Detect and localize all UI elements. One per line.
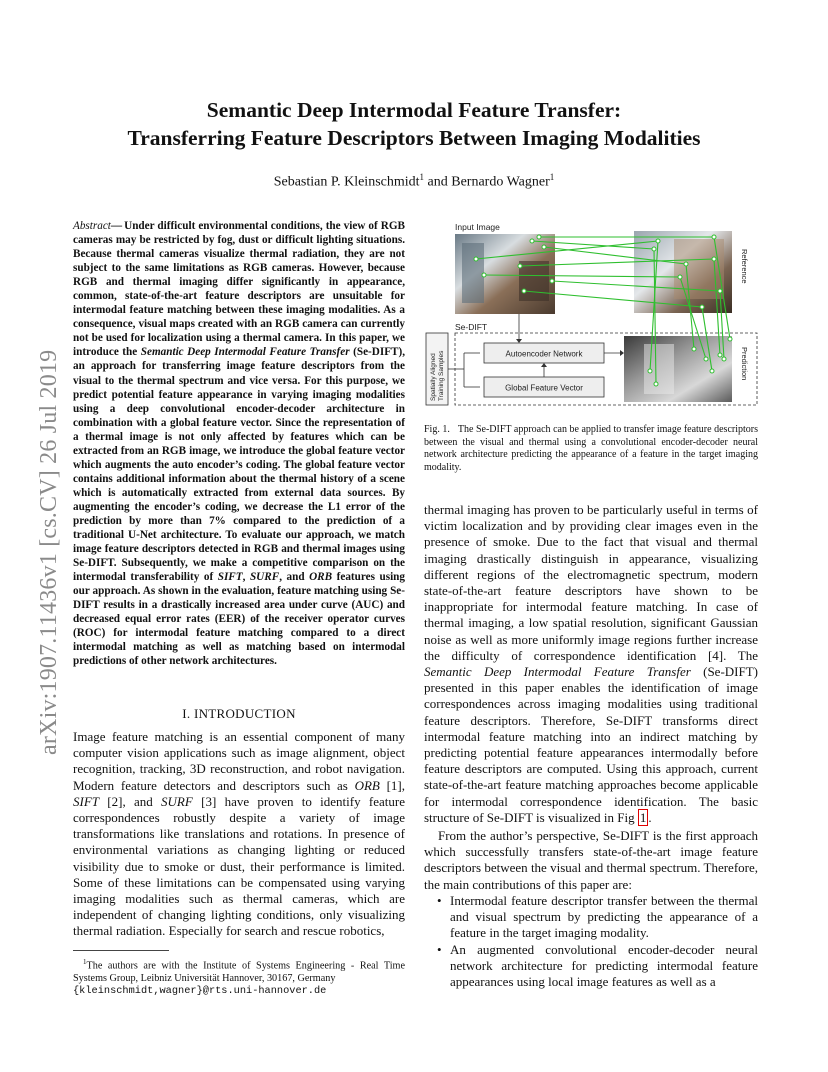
footnote-rule (73, 950, 169, 951)
global-vector-label: Global Feature Vector (505, 383, 583, 393)
input-image-detail (462, 243, 484, 303)
author-1-affiliation: 1 (419, 172, 425, 182)
keypoint (537, 235, 541, 239)
keypoint (728, 337, 732, 341)
sedift-label: Se-DIFT (455, 322, 488, 332)
right-p1-text-1: thermal imaging has proven to be particularly useful in terms of victim localization and by providing clear images even in the presence of smoke. Due to the fact that visual and thermal imaging drastically distinguish in appearance, visualizing different regions of the electromagnetic spectrum, modern state-of-the-art feature descriptors have shown to be inappropriate for intermodal feature matching. In case of thermal imaging, a low spatial resolution, significant Gaussian noise as well as more uniformly image regions further increase the difficulty of correspondence identification [4]. The (424, 502, 758, 663)
author-1: Sebastian P. Kleinschmidt (273, 174, 420, 190)
figure-reference-link[interactable]: 1 (639, 809, 647, 825)
intro-sift: SIFT (73, 793, 99, 809)
footnote-text: The authors are with the Institute of Systems Engineering - Real Time Systems Group, Leibniz Universität Hannover, 30167, Germany (73, 960, 405, 984)
author-separator: and (424, 174, 452, 190)
abstract-text-1: Under difficult environmental conditions, the view of RGB cameras may be restricted by fog, dust or difficult lighting situations. Because thermal cameras visualize thermal radiation, they are not subject to the same limitations as RGB cameras. However, because RGB and thermal imaging differ significantly in appearance, common, state-of-the-art feature descriptors are unsuitable for intermodal feature matching between these imaging modalities. As a consequence, visual maps created with an RGB camera can currently not be used for localization using a thermal camera. In this paper, we introduce the (73, 220, 405, 359)
intro-text-4: [3] have proven to identify feature correspondences robustly despite a variety of image transformations like translations and rotations. In presence of environmental variations as changing lighting or reduced visibility due to smoke or dust, their performance is limited. Some of these limitations can be compensated using varying imaging modalities such as thermal cameras, which are independent of changing lighting conditions, only visualizing thermal radiation. Especially for search and rescue robotics, (73, 793, 405, 939)
abstract-sep-1: , (242, 571, 250, 584)
author-2-affiliation: 1 (549, 172, 555, 182)
figure-1 (424, 219, 758, 409)
abstract-text-2: (Se-DIFT), an approach for transferring image feature descriptors from the visual to the thermal spectrum and vice versa. For this purpose, we predict potential feature appearance in varying imaging modalities using a deep convolutional encoder-decoder architecture in combination with a global feature vector. Since the representation of a thermal image is not only affected by features which can be extracted from an RGB image, we introduce the global feature vector which augments the auto encoder’s coding. The global feature vector contains additional information about the thermal history of a scene which is automatically extracted from external data sources. By augmenting the encoder’s coding, we decrease the L1 error of the prediction by more than 7% compared to the prediction of a traditional U-Net architecture. To evaluate our approach, we match image feature descriptors detected in RGB and thermal images using Se-DIFT. Subsequently, we make a competitive comparison on the intermodal transferability of (73, 346, 406, 584)
reference-label: Reference (740, 249, 749, 284)
intro-orb: ORB (354, 777, 380, 793)
keypoint (712, 257, 716, 261)
intro-paragraph (73, 729, 405, 940)
keypoint (692, 347, 696, 351)
keypoint (522, 289, 526, 293)
autoencoder-label: Autoencoder Network (505, 349, 583, 359)
right-paragraph-1 (424, 502, 758, 826)
list-item (424, 893, 758, 942)
keypoint (678, 275, 682, 279)
arrowhead (516, 339, 522, 343)
keypoint (550, 279, 554, 283)
figure-1-diagram (424, 219, 758, 409)
figure-1-caption (424, 424, 758, 474)
keypoint (542, 245, 546, 249)
keypoint (530, 239, 534, 243)
arrowhead (541, 363, 547, 367)
paper-title (80, 96, 748, 152)
abstract-text-3: features using our approach. As shown in the evaluation, feature matching using Se-DIFT results in a drastically increased area under curve (AUC) and decreased equal error rates (EER) of the receiver operator curves (ROC) for intermodal feature matching compared to a direct intermodal matching as well as matching based on intermodal predictions of other network architectures. (73, 571, 405, 668)
abstract-method-name: Semantic Deep Intermodal Feature Transfer (140, 346, 350, 359)
contributions-list (424, 893, 758, 990)
footnote (73, 956, 405, 998)
keypoint (710, 369, 714, 373)
abstract-surf: SURF (249, 571, 280, 584)
author-2: Bernardo Wagner (451, 174, 550, 190)
caption-label: Fig. 1. (424, 424, 450, 435)
keypoint (654, 382, 658, 386)
right-p1-text-2: (Se-DIFT) presented in this paper enables the identification of image correspondences across imaging modalities using traditional feature descriptors. Therefore, Se-DIFT transforms direct intermodal feature matching into an indirect matching by predicting potential feature appearances intermodally before feature descriptors are computed. Using this approach, current state-of-the-art feature matching approaches become applicable for intermodal correspondence identification. The basic structure of Se-DIFT is visualized in Fig (424, 664, 758, 825)
keypoint (474, 257, 478, 261)
arrowhead (620, 350, 624, 356)
abstract-sift: SIFT (217, 571, 243, 584)
intro-text-3: [2], and (99, 793, 162, 809)
keypoint (722, 357, 726, 361)
intro-text-2: [1], (379, 777, 405, 793)
right-p1-text-3: . (648, 809, 652, 825)
contribution-1: Intermodal feature descriptor transfer between the thermal and visual spectrum by predicting the appearance of a feature in the target imaging modality. (450, 893, 758, 941)
bullet-icon: • (437, 893, 442, 908)
keypoint (656, 239, 660, 243)
figure-input-label: Input Image (455, 222, 500, 232)
abstract-label: Abstract — (73, 220, 124, 232)
intro-surf: SURF (161, 793, 193, 809)
contribution-2: An augmented convolutional encoder-decoder neural network architecture for predicting intermodal feature appearances using local image features as well as a (450, 941, 758, 990)
keypoint (482, 273, 486, 277)
list-item (424, 942, 758, 991)
keypoint (518, 264, 522, 268)
section-heading-introduction: I. INTRODUCTION (182, 706, 296, 721)
author-list (80, 172, 748, 191)
keypoint (718, 289, 722, 293)
arxiv-stamp (14, 295, 62, 755)
keypoint (704, 357, 708, 361)
keypoint (700, 305, 704, 309)
training-samples-label-2: Training Samples (438, 350, 445, 401)
prediction-image (624, 336, 732, 402)
keypoint (652, 247, 656, 251)
caption-text: The Se-DIFT approach can be applied to transfer image feature descriptors between the visual and thermal using a convolutional encoder-decoder neural network architecture predicting the appearance of a feature in the target imaging modality. (424, 424, 758, 473)
right-p1-method-name: Semantic Deep Intermodal Feature Transfer (424, 664, 691, 680)
footnote-marker: 1 (83, 958, 87, 966)
training-samples-label-1: Spatially Aligned (430, 353, 437, 401)
abstract-sep-2: , and (279, 571, 310, 584)
keypoint (712, 235, 716, 239)
prediction-label: Prediction (740, 347, 749, 381)
keypoint (648, 369, 652, 373)
abstract (73, 219, 405, 669)
arxiv-id: arXiv:1907.11436v1 [cs.CV] 26 Jul 2019 (36, 349, 62, 755)
intro-text-1: Image feature matching is an essential component of many computer vision applications such as image alignment, object recognition, tracking, 3D reconstruction, and robot navigation. Modern feature detectors and descriptors such as (73, 729, 405, 793)
title-line-2: Transferring Feature Descriptors Between Imaging Modalities (127, 126, 701, 150)
right-paragraph-2: From the author’s perspective, Se-DIFT is the first approach which successfully transfers state-of-the-art image feature descriptors between the visual and thermal spectrum. Therefore, the main contributions of this paper are: (424, 828, 758, 892)
title-line-1: Semantic Deep Intermodal Feature Transfer: (206, 98, 622, 122)
input-image-detail (519, 261, 549, 301)
bullet-icon: • (437, 941, 442, 957)
footnote-email: {kleinschmidt,wagner}@rts.uni-hannover.de (73, 985, 327, 998)
keypoint (684, 262, 688, 266)
abstract-orb: ORB (309, 571, 333, 584)
keypoint (718, 353, 722, 357)
